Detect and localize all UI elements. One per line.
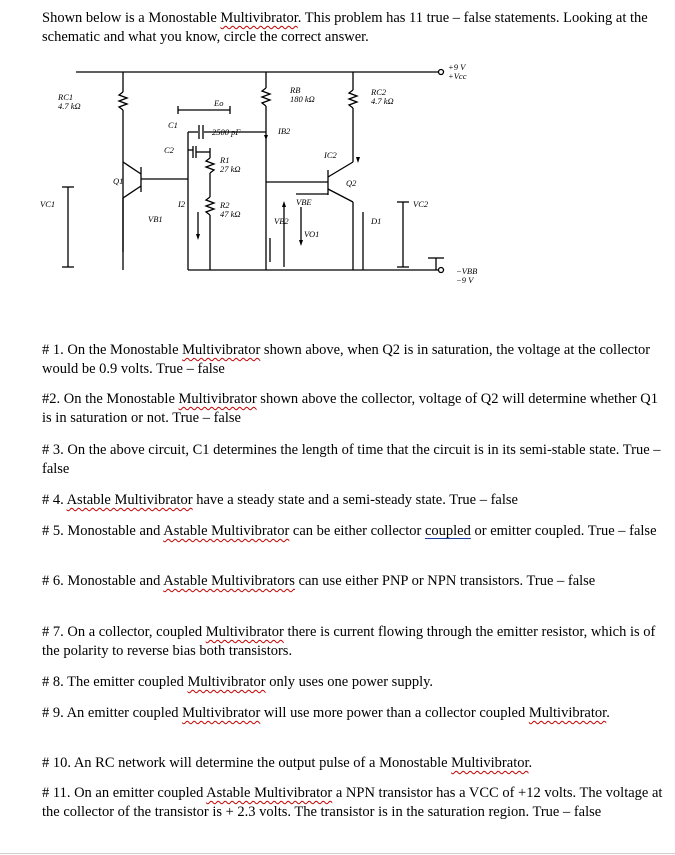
c2-label: C2 [164, 145, 174, 155]
c1-label: C1 [168, 120, 178, 130]
text-segment: # 3. On the above circuit, C1 determines the length of time that the circuit is in its semi-stable state. True – false [42, 442, 661, 477]
question-1 [42, 341, 664, 379]
text-segment: can be either collector [289, 523, 425, 539]
vb2-label: VB2 [274, 216, 289, 226]
text-segment: # 11. On an emitter coupled [42, 785, 207, 801]
question-8 [42, 673, 664, 692]
vb1-label: VB1 [148, 214, 163, 224]
intro-paragraph [42, 9, 662, 47]
ib2-label: IB2 [278, 126, 291, 136]
r2-name: R2 [220, 200, 230, 210]
rc2-resistor [349, 90, 357, 108]
multivibrator-schematic [38, 62, 508, 292]
top-terminal [439, 70, 444, 75]
text-segment: Multivibrator [451, 755, 529, 771]
question-9 [42, 704, 664, 723]
text-segment: a NPN transistor has a VCC of +12 volts. The voltage at the collector of the transistor is + 2.3 volts. The transistor is in the saturation region. True – false [42, 785, 663, 820]
text-segment: Astable Multivibrator [206, 785, 333, 801]
r1-name: R1 [220, 155, 230, 165]
rb-resistor [262, 88, 270, 106]
question-4 [42, 491, 664, 510]
r1-resistor [206, 158, 214, 173]
text-segment: . [528, 755, 533, 771]
ic2-label: IC2 [324, 150, 337, 160]
intro-text-3: . This problem has 11 true – false statements. Looking at the schematic and what you know, circle the correct answer. [42, 10, 648, 45]
text-segment: can use either PNP or NPN transistors. True – false [294, 573, 596, 589]
text-segment: have a steady state and a semi-steady state. True – false [192, 492, 518, 508]
text-segment: # 4. [42, 492, 67, 508]
rc1-name: RC1 [58, 92, 74, 102]
q1-label: Q1 [113, 176, 124, 186]
supply-neg-label-1: −VBB [456, 266, 478, 276]
rc1-resistor [119, 92, 127, 110]
text-segment: Multivibrator [178, 391, 257, 407]
text-segment: there is current flowing through the emitter resistor, which is of the polarity to reverse bias both transistors. [42, 624, 656, 659]
d1-label: D1 [371, 216, 382, 226]
text-segment: # 7. On a collector, coupled [42, 624, 206, 640]
text-segment: Multivibrator [205, 624, 284, 640]
supply-pos-label-1: +9 V [448, 62, 466, 72]
rc1-value: 4.7 kΩ [58, 101, 81, 111]
vbe-label: VBE [296, 197, 312, 207]
r2-value: 47 kΩ [220, 209, 241, 219]
rc2-value: 4.7 kΩ [371, 96, 394, 106]
q2-label: Q2 [346, 178, 357, 188]
vbe-arrow [282, 201, 286, 207]
i2-arrow [196, 234, 200, 240]
ib2-arrow [264, 135, 268, 140]
vc2-label: VC2 [413, 199, 429, 209]
text-segment: shown above the collector, voltage of Q2 will determine whether Q1 is in saturation or not. True – false [42, 391, 658, 426]
question-10 [42, 754, 664, 773]
text-segment: shown above, when Q2 is in saturation, the voltage at the collector would be 0.9 volts. True – false [42, 342, 651, 377]
text-segment: Astable Multivibrators [163, 573, 295, 589]
text-segment: Multivibrator [187, 674, 266, 690]
bottom-rule [0, 853, 675, 854]
text-segment: Multivibrator [182, 705, 261, 721]
text-segment: # 5. Monostable and [42, 523, 164, 539]
text-segment: # 1. On the Monostable [42, 342, 183, 358]
text-segment: coupled [424, 523, 471, 539]
rc2-name: RC2 [371, 87, 387, 97]
vc1-label: VC1 [40, 199, 56, 209]
vo1-label: VO1 [304, 229, 320, 239]
text-segment: Astable Multivibrator [66, 492, 193, 508]
intro-text-1: Shown below is a Monostable [42, 10, 221, 26]
rb-name: RB [290, 85, 301, 95]
text-segment: # 8. The emitter coupled [42, 674, 188, 690]
question-6 [42, 572, 664, 591]
question-3 [42, 441, 664, 479]
text-segment: only uses one power supply. [265, 674, 434, 690]
rb-value: 180 kΩ [290, 94, 315, 104]
c1-value: 2500 pF [212, 127, 241, 137]
eo-label: Eo [214, 98, 224, 108]
ic2-arrow [356, 157, 360, 163]
text-segment: Multivibrator [528, 705, 607, 721]
text-segment: # 9. An emitter coupled [42, 705, 183, 721]
text-segment: will use more power than a collector coupled [260, 705, 529, 721]
text-segment: # 10. An RC network will determine the output pulse of a Monostable [42, 755, 452, 771]
text-segment: . [606, 705, 610, 721]
supply-neg-label-2: −9 V [456, 275, 474, 285]
question-11 [42, 784, 664, 822]
text-segment: Multivibrator [182, 342, 261, 358]
i2-label: I2 [178, 199, 186, 209]
vo1-arrow [299, 240, 303, 246]
text-segment: Astable Multivibrator [163, 523, 290, 539]
text-segment: or emitter coupled. True – false [470, 523, 657, 539]
bottom-terminal [439, 268, 444, 273]
r1-value: 27 kΩ [220, 164, 241, 174]
text-segment: # 6. Monostable and [42, 573, 164, 589]
intro-text-2: Multivibrator [220, 10, 298, 26]
question-2 [42, 390, 664, 428]
r2-resistor [206, 197, 214, 215]
question-7 [42, 623, 664, 661]
text-segment: #2. On the Monostable [42, 391, 179, 407]
supply-pos-label-2: +Vcc [448, 71, 467, 81]
question-5 [42, 522, 664, 541]
